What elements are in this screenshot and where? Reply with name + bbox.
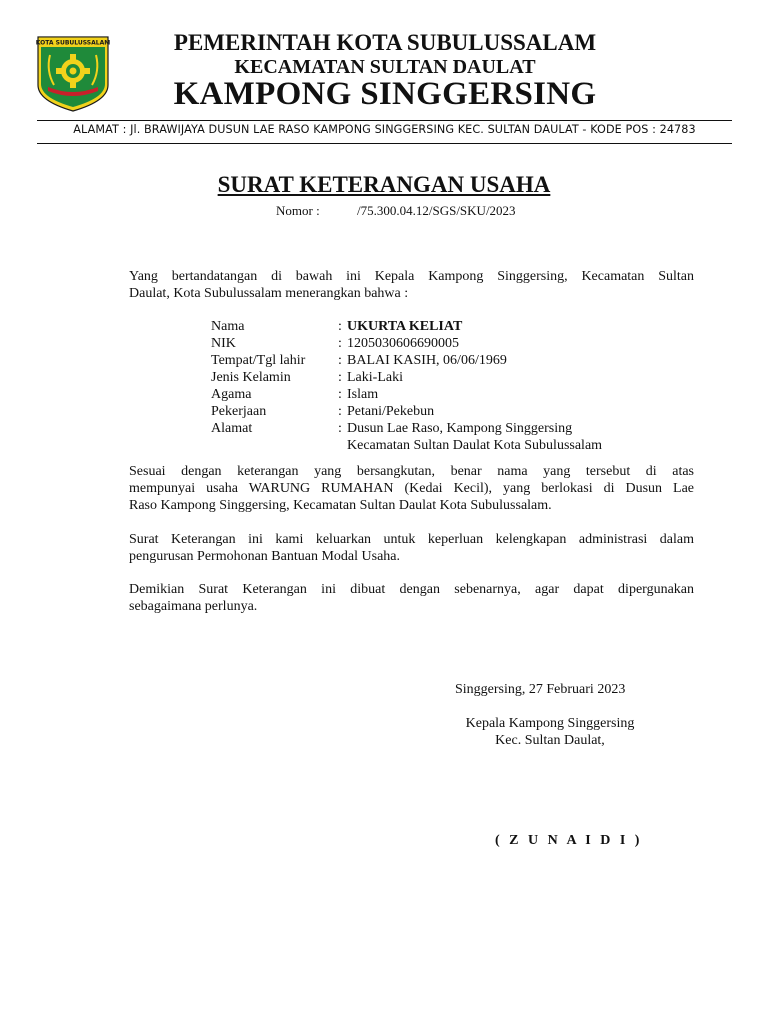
- closing-paragraph: Demikian Surat Keterangan ini dibuat dengan sebenarnya, agar dapat dipergunakan sebagaimana perlunya.: [129, 582, 694, 614]
- document-number-label: Nomor :: [276, 203, 320, 218]
- place-date: Singgersing, 27 Februari 2023: [455, 682, 626, 697]
- letterhead-government-line: PEMERINTAH KOTA SUBULUSSALAM: [173, 30, 597, 55]
- letterhead-district-line: KECAMATAN SULTAN DAULAT: [234, 56, 536, 78]
- purpose-paragraph: Surat Keterangan ini kami keluarkan untuk keperluan kelengkapan administrasi dalam pengurusan Permohonan Bantuan Modal Usaha.: [129, 532, 694, 564]
- header-top-rule: [37, 120, 732, 121]
- letterhead-village-line: KAMPONG SINGGERSING: [173, 76, 597, 112]
- signatory-name: ( Z U N A I D I ): [495, 833, 643, 848]
- header-bottom-rule: [37, 143, 732, 144]
- document-title: SURAT KETERANGAN USAHA: [217, 172, 551, 197]
- city-emblem-logo: [36, 35, 110, 113]
- signatory-title: Kepala Kampong Singgersing Kec. Sultan Daulat,: [465, 716, 635, 748]
- document-number-value: /75.300.04.12/SGS/SKU/2023: [357, 203, 516, 218]
- letterhead-address: ALAMAT : Jl. BRAWIJAYA DUSUN LAE RASO KAMPONG SINGGERSING KEC. SULTAN DAULAT - KODE POS : 24783: [73, 123, 696, 136]
- intro-paragraph: Yang bertandatangan di bawah ini Kepala Kampong Singgersing, Kecamatan Sultan Daulat, Kota Subulussalam menerangkan bahwa :: [129, 269, 694, 301]
- business-statement-paragraph: Sesuai dengan keterangan yang bersangkutan, benar nama yang tersebut di atas mempunyai usaha WARUNG RUMAHAN (Kedai Kecil), yang berlokasi di Dusun Lae Raso Kampong Singgersing, Kecamatan Sultan Daulat Kota Subulussalam.: [129, 464, 694, 513]
- svg-text:KOTA SUBULUSSALAM: KOTA SUBULUSSALAM: [36, 39, 110, 47]
